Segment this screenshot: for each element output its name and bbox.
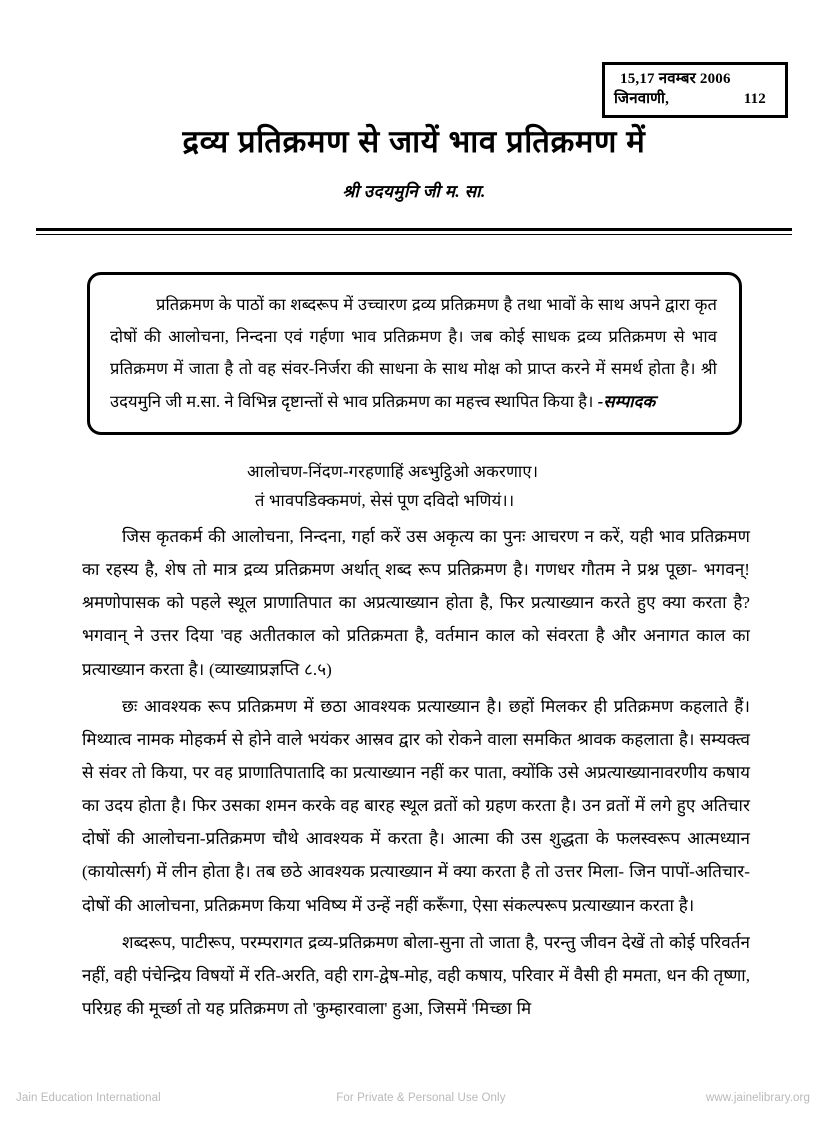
abstract-box (87, 272, 742, 435)
header-divider (36, 228, 792, 235)
abstract-paragraph (110, 289, 717, 418)
issue-date-row (614, 69, 776, 89)
body-paragraph-2: छः आवश्यक रूप प्रतिक्रमण में छठा आवश्यक प्रत्याख्यान है। छहों मिलकर ही प्रतिक्रमण कहलाते हैं। मिथ्यात्व नामक मोहकर्म से होने वाले भयंकर आस्रव द्वार को रोकने वाला समकित श्रावक कहलाता है। सम्यक्त्व से संवर तो किया, पर वह प्राणातिपातादि का प्रत्याख्यान नहीं कर पाता, क्योंकि उसे अप्रत्याख्यानावरणीय कषाय का उदय होता है। फिर उसका शमन करके वह बारह स्थूल व्रतों को ग्रहण करता है। उन व्रतों में लगे हुए अतिचार दोषों की आलोचना-प्रतिक्रमण चौथे आवश्यक में करता है। आत्मा की उस शुद्धता के फलस्वरूप आत्मध्यान (कायोत्सर्ग) में लीन होता है। तब छठे आवश्यक प्रत्याख्यान में क्या करता है तो उत्तर मिला- जिन पापों-अतिचार-दोषों की आलोचना, प्रतिक्रमण किया भविष्य में उन्हें नहीं करूँगा, ऐसा संकल्परूप प्रत्याख्यान करता है। (82, 696, 751, 915)
body-text-column (82, 520, 750, 1025)
body-paragraph-1: जिस कृतकर्म की आलोचना, निन्दना, गर्हा करें उस अकृत्य का पुनः आचरण न करें, यही भाव प्रतिक्रमण का रहस्य है, शेष तो मात्र द्रव्य प्रतिक्रमण अर्थात् शब्द रूप प्रतिक्रमण है। गणधर गौतम ने प्रश्न पूछा- भगवन्! श्रमणोपासक को पहले स्थूल प्राणातिपात का अप्रत्याख्यान होता है, फिर प्रत्याख्यान करते हुए क्या करता है? भगवान् ने उत्तर दिया 'वह अतीतकाल को प्रतिक्रमता है, वर्तमान काल को संवरता है और अनागत काल का प्रत्याख्यान करता है। (व्याख्याप्रज्ञप्ति ८.५) (82, 527, 750, 679)
verse-line-2: तं भावपडिक्कमणं, सेसं पूण दविदो भणियं।। (255, 490, 515, 510)
title-block (0, 124, 828, 202)
footer-organization: Jain Education International (16, 1092, 161, 1104)
verse-block (0, 458, 828, 516)
page-number: 112 (743, 91, 766, 108)
page-title: द्रव्य प्रतिक्रमण से जायें भाव प्रतिक्रमण में (182, 124, 646, 159)
editor-credit: -सम्पादक (597, 391, 656, 411)
footer-usage-notice: For Private & Personal Use Only (336, 1092, 506, 1104)
issue-date: 15,17 नवम्बर 2006 (620, 71, 731, 87)
journal-page-row (614, 89, 776, 109)
body-paragraph-3: शब्दरूप, पाटीरूप, परम्परागत द्रव्य-प्रतिक्रमण बोला-सुना तो जाता है, परन्तु जीवन देखें तो कोई परिवर्तन नहीं, वही पंचेन्द्रिय विषयों में रति-अरति, वही राग-द्वेष-मोह, वही कषाय, परिवार में वैसी ही ममता, धन की तृष्णा, परिग्रह की मूर्च्छा तो यह प्रतिक्रमण तो 'कुम्हारवाला' हुआ, जिसमें 'मिच्छा मि (82, 932, 750, 1018)
verse-line-1: आलोचण-निंदण-गरहणाहिं अब्भुट्ठिओ अकरणाए। (247, 462, 539, 481)
abstract-body: प्रतिक्रमण के पाठों का शब्दरूप में उच्चारण द्रव्य प्रतिक्रमण है तथा भावों के साथ अपने द्वारा कृत दोषों की आलोचना, निन्दना एवं गर्हणा भाव प्रतिक्रमण है। जब कोई साधक द्रव्य प्रतिक्रमण से भाव प्रतिक्रमण में जाता है तो वह संवर-निर्जरा की साधना के साथ मोक्ष को प्राप्त करने में समर्थ होता है। श्री उदयमुनि जी म.सा. ने विभिन्न दृष्टान्तों से भाव प्रतिक्रमण का महत्त्व स्थापित किया है। (110, 295, 717, 411)
author-name: श्री उदयमुनि जी म. सा. (342, 181, 486, 201)
divider-thick-line (36, 228, 792, 231)
journal-name: जिनवाणी, (614, 91, 670, 108)
page-footer (0, 1092, 828, 1104)
divider-thin-line (36, 234, 792, 235)
footer-website: www.jainelibrary.org (705, 1092, 810, 1104)
issue-info-box (602, 62, 788, 118)
